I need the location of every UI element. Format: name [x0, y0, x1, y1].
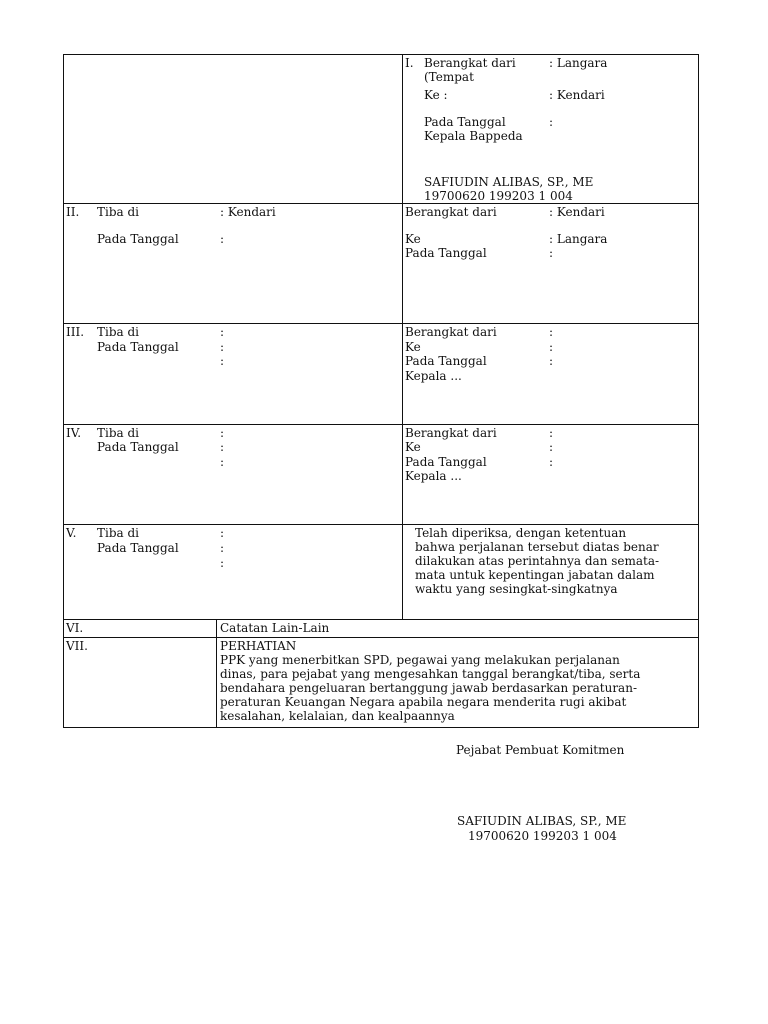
tiba-di-colon: :	[220, 426, 225, 440]
berangkat-dari-label: Berangkat dari	[405, 426, 497, 440]
pada-tanggal-colon-right: :	[549, 246, 554, 260]
ke-value: : Langara	[549, 232, 608, 246]
berangkat-dari-label: Berangkat dari	[405, 325, 497, 339]
extra-colon: :	[220, 556, 225, 570]
tiba-di-label: Tiba di	[97, 205, 140, 219]
row-border-3	[63, 424, 699, 425]
extra-colon: :	[220, 354, 225, 368]
pada-tanggal-label-right: Pada Tanggal	[405, 246, 487, 260]
row-border-6	[63, 637, 699, 638]
notice-line: bendahara pengeluaran bertanggung jawab berdasarkan peraturan-	[220, 681, 637, 695]
row-border-4	[63, 524, 699, 525]
berangkat-dari-colon: :	[549, 325, 554, 339]
tempat-label: (Tempat	[424, 70, 474, 84]
pada-tanggal-colon-right: :	[549, 455, 554, 469]
section-2-numeral: II.	[66, 205, 80, 219]
kepala-label: Kepala ...	[405, 369, 462, 383]
pada-tanggal-colon: :	[220, 340, 225, 354]
notice-line: kesalahan, kelalaian, dan kealpaannya	[220, 709, 455, 723]
pada-tanggal-label: Pada Tanggal	[97, 541, 179, 555]
pada-tanggal-label: Pada Tanggal	[97, 440, 179, 454]
signer-nip: 19700620 199203 1 004	[424, 189, 573, 203]
section-7-numeral: VII.	[66, 639, 88, 653]
statement-line: dilakukan atas perintahnya dan semata-	[415, 554, 660, 568]
tiba-di-label: Tiba di	[97, 325, 140, 339]
pada-tanggal-label-right: Pada Tanggal	[405, 455, 487, 469]
ke-value: : Kendari	[549, 88, 605, 102]
kepala-bappeda-label: Kepala Bappeda	[424, 129, 523, 143]
ke-colon: :	[549, 440, 554, 454]
section-5-numeral: V.	[66, 526, 77, 540]
pada-tanggal-label: Pada Tanggal	[424, 115, 506, 129]
ke-colon: :	[549, 340, 554, 354]
verification-statement	[415, 526, 659, 596]
statement-line: mata untuk kepentingan jabatan dalam	[415, 568, 655, 582]
tiba-di-value: : Kendari	[220, 205, 276, 219]
perhatian-notice	[220, 639, 640, 723]
ke-label: Ke :	[424, 88, 448, 102]
tiba-di-label: Tiba di	[97, 426, 140, 440]
pada-tanggal-colon: :	[220, 541, 225, 555]
ke-label: Ke	[405, 340, 421, 354]
section-4-numeral: IV.	[66, 426, 82, 440]
tiba-di-colon: :	[220, 325, 225, 339]
column-divider-middle	[402, 54, 403, 620]
ke-label: Ke	[405, 440, 421, 454]
statement-line: Telah diperiksa, dengan ketentuan	[415, 526, 627, 540]
pada-tanggal-label: Pada Tanggal	[97, 232, 179, 246]
pada-tanggal-colon: :	[549, 115, 554, 129]
section-1-numeral: I.	[405, 56, 414, 70]
catatan-lain-label: Catatan Lain-Lain	[220, 621, 330, 635]
berangkat-dari-label: Berangkat dari	[424, 56, 516, 70]
berangkat-dari-value: : Langara	[549, 56, 608, 70]
section-6-numeral: VI.	[66, 621, 84, 635]
row-border-bottom	[63, 727, 699, 728]
ke-label: Ke	[405, 232, 421, 246]
row-border-5	[63, 619, 699, 620]
section-3-numeral: III.	[66, 325, 85, 339]
notice-line: peraturan Keuangan Negara apabila negara menderita rugi akibat	[220, 695, 627, 709]
berangkat-dari-colon: :	[549, 426, 554, 440]
tiba-di-label: Tiba di	[97, 526, 140, 540]
pada-tanggal-label-right: Pada Tanggal	[405, 354, 487, 368]
row-border-top	[63, 54, 699, 55]
perhatian-heading: PERHATIAN	[220, 639, 297, 653]
notice-line: dinas, para pejabat yang mengesahkan tanggal berangkat/tiba, serta	[220, 667, 641, 681]
column-divider-lower	[216, 619, 217, 728]
statement-line: bahwa perjalanan tersebut diatas benar	[415, 540, 659, 554]
table-left-border	[63, 54, 64, 728]
signer-name: SAFIUDIN ALIBAS, SP., ME	[424, 175, 594, 189]
berangkat-dari-label: Berangkat dari	[405, 205, 497, 219]
official-title: Pejabat Pembuat Komitmen	[456, 743, 625, 757]
pada-tanggal-colon-right: :	[549, 354, 554, 368]
pada-tanggal-colon: :	[220, 440, 225, 454]
pada-tanggal-label: Pada Tanggal	[97, 340, 179, 354]
extra-colon: :	[220, 455, 225, 469]
statement-line: waktu yang sesingkat-singkatnya	[415, 582, 618, 596]
official-nip: 19700620 199203 1 004	[468, 829, 617, 843]
row-border-1	[63, 203, 699, 204]
tiba-di-colon: :	[220, 526, 225, 540]
pada-tanggal-colon: :	[220, 232, 225, 246]
kepala-label: Kepala ...	[405, 469, 462, 483]
table-right-border	[698, 54, 699, 728]
berangkat-dari-value: : Kendari	[549, 205, 605, 219]
notice-line: PPK yang menerbitkan SPD, pegawai yang melakukan perjalanan	[220, 653, 620, 667]
official-name: SAFIUDIN ALIBAS, SP., ME	[457, 814, 627, 828]
row-border-2	[63, 323, 699, 324]
